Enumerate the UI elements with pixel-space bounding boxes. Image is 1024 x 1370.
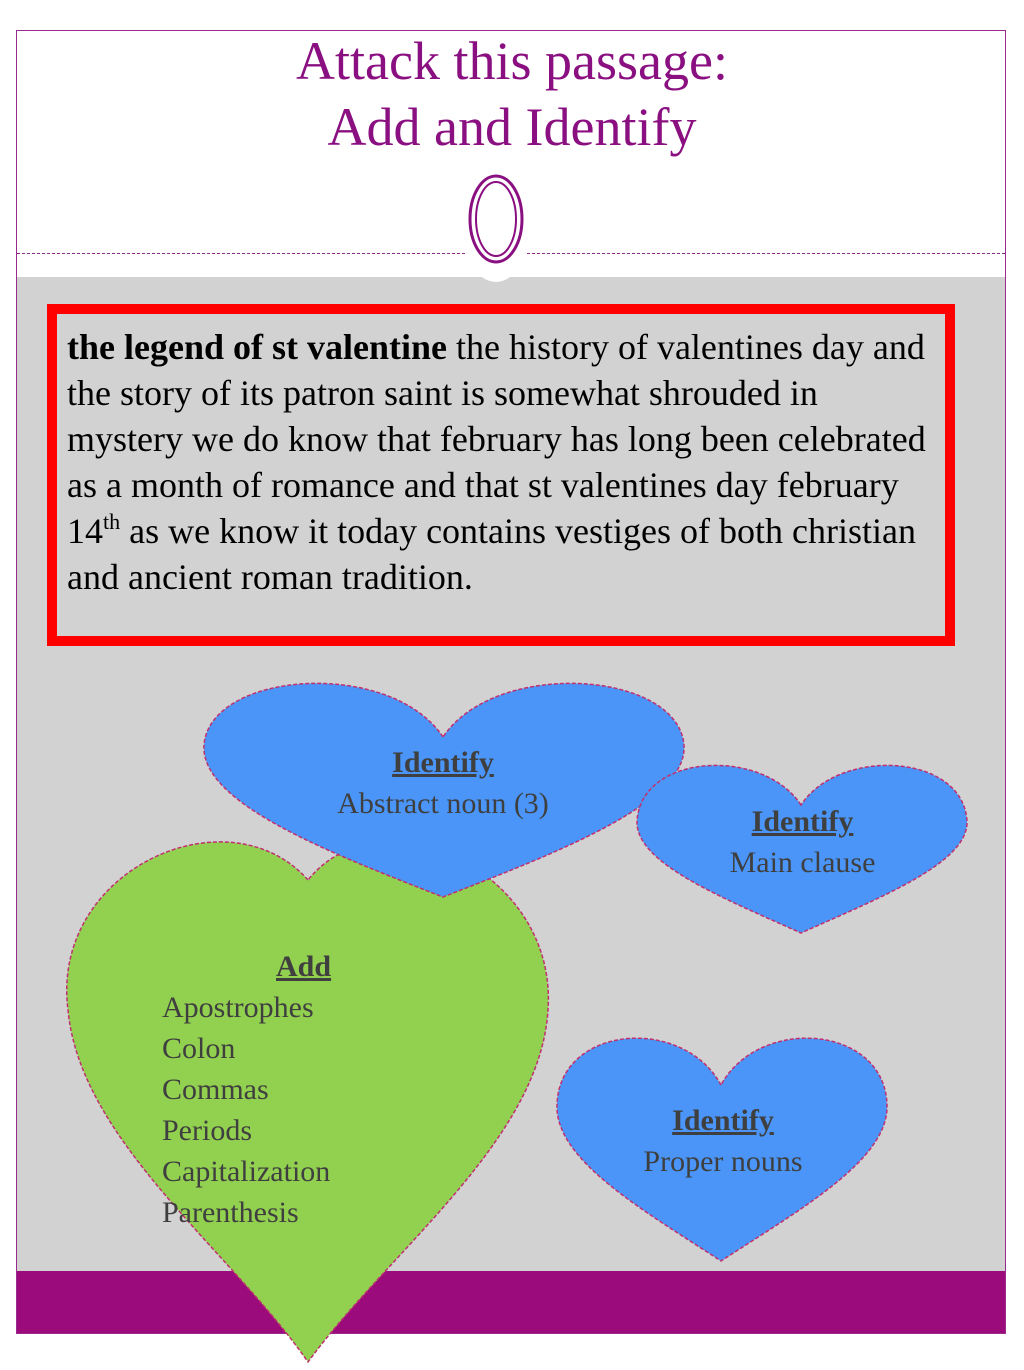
abstract-noun-label: Abstract noun (3) <box>337 787 549 820</box>
page-title <box>0 28 1024 160</box>
add-heading: Add <box>276 950 332 983</box>
main-clause-heart <box>680 801 925 883</box>
passage-text: the history of valentines day and the story of its patron saint is somewhat shrouded in mystery we do know that february has long been celebrated as a month of romance and that st valentines day february 14 <box>67 327 926 551</box>
add-item-commas: Commas <box>162 1073 269 1106</box>
title-line-1: Attack this passage: <box>296 31 728 91</box>
passage-title: the legend of st valentine <box>67 327 447 367</box>
proper-nouns-label: Proper nouns <box>643 1145 803 1178</box>
add-item-periods: Periods <box>162 1114 252 1147</box>
passage-text-end: as we know it today contains vestiges of both christian and ancient roman tradition. <box>67 511 916 597</box>
add-item-apostrophes: Apostrophes <box>162 991 314 1024</box>
title-line-2: Add and Identify <box>327 97 697 157</box>
abstract-noun-heart <box>268 742 618 824</box>
main-clause-label: Main clause <box>729 846 876 879</box>
oval-ring-ornament-icon <box>460 166 532 286</box>
add-heart <box>162 946 462 1233</box>
proper-nouns-heading: Identify <box>672 1104 774 1137</box>
add-item-colon: Colon <box>162 1032 236 1065</box>
passage-box <box>47 304 955 646</box>
abstract-noun-heading: Identify <box>392 746 494 779</box>
main-clause-heading: Identify <box>751 805 854 838</box>
proper-nouns-heart <box>603 1100 843 1182</box>
ordinal-suffix: th <box>103 509 121 534</box>
add-item-parenthesis: Parenthesis <box>162 1196 299 1229</box>
add-item-capitalization: Capitalization <box>162 1155 331 1188</box>
